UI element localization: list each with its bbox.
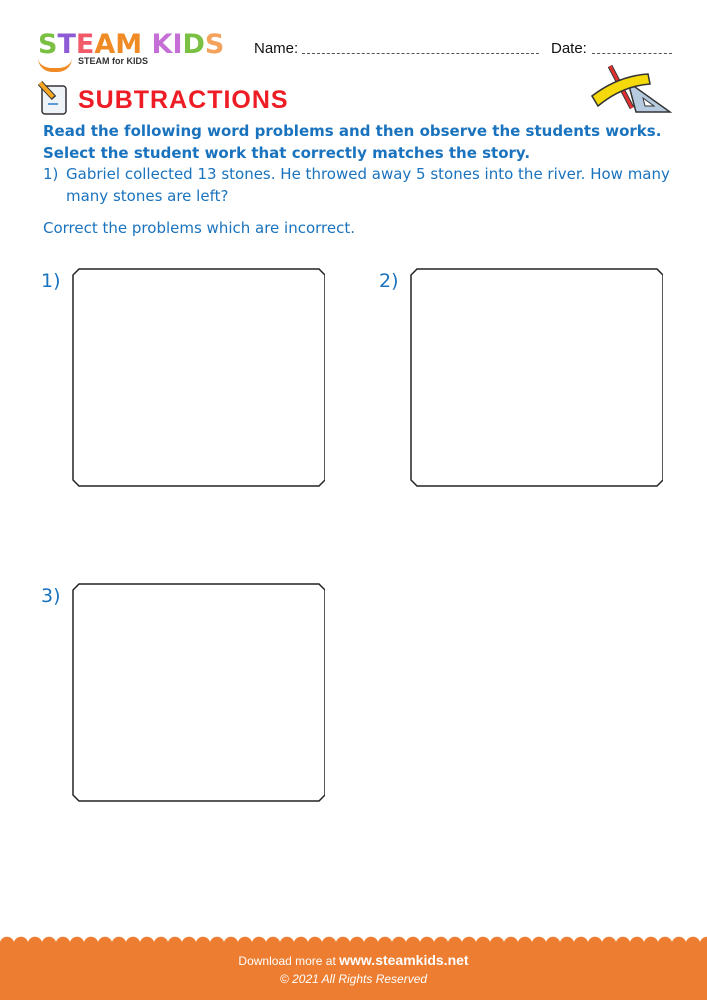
logo-letter: S [38,29,58,60]
logo-letter: E [75,29,95,60]
page-title: SUBTRACTIONS [78,86,289,114]
date-label: Date: [551,40,587,57]
date-field[interactable] [592,53,672,54]
correct-prompt: Correct the problems which are incorrect. [43,219,356,237]
instructions: Read the following word problems and then observe the students works. Select the student work that correctly matches the story. [43,122,662,162]
logo-letter: D [182,29,205,60]
logo-letter: S [204,29,225,60]
answer-box-2[interactable] [410,268,663,487]
name-field[interactable] [302,53,539,54]
answer-box-1[interactable] [72,268,325,487]
pencil-paper-icon [36,80,70,116]
box-label-3: 3) [41,585,61,607]
website-link[interactable]: www.steamkids.net [339,952,469,968]
problem-text-line2: many stones are left? [66,187,229,205]
ruler-triangle-icon [588,62,674,116]
download-prefix: Download more at [238,954,336,968]
logo-letter: A [94,29,116,60]
problem-text-line1: Gabriel collected 13 stones. He throwed away 5 stones into the river. How many [66,165,670,183]
footer [0,942,707,1000]
box-label-2: 2) [379,270,399,292]
problem-number: 1) [43,165,59,183]
name-label: Name: [254,40,299,57]
box-label-1: 1) [41,270,61,292]
answer-box-3[interactable] [72,583,325,802]
logo-letter: M [115,29,143,60]
logo-letter: K [151,29,173,60]
logo-letter: I [172,29,183,60]
footer-download [0,952,707,968]
logo-subtitle: STEAM for KIDS [78,56,149,66]
copyright: © 2021 All Rights Reserved [279,972,428,986]
logo-letter: T [57,29,76,60]
logo-swoosh-icon [38,58,72,72]
